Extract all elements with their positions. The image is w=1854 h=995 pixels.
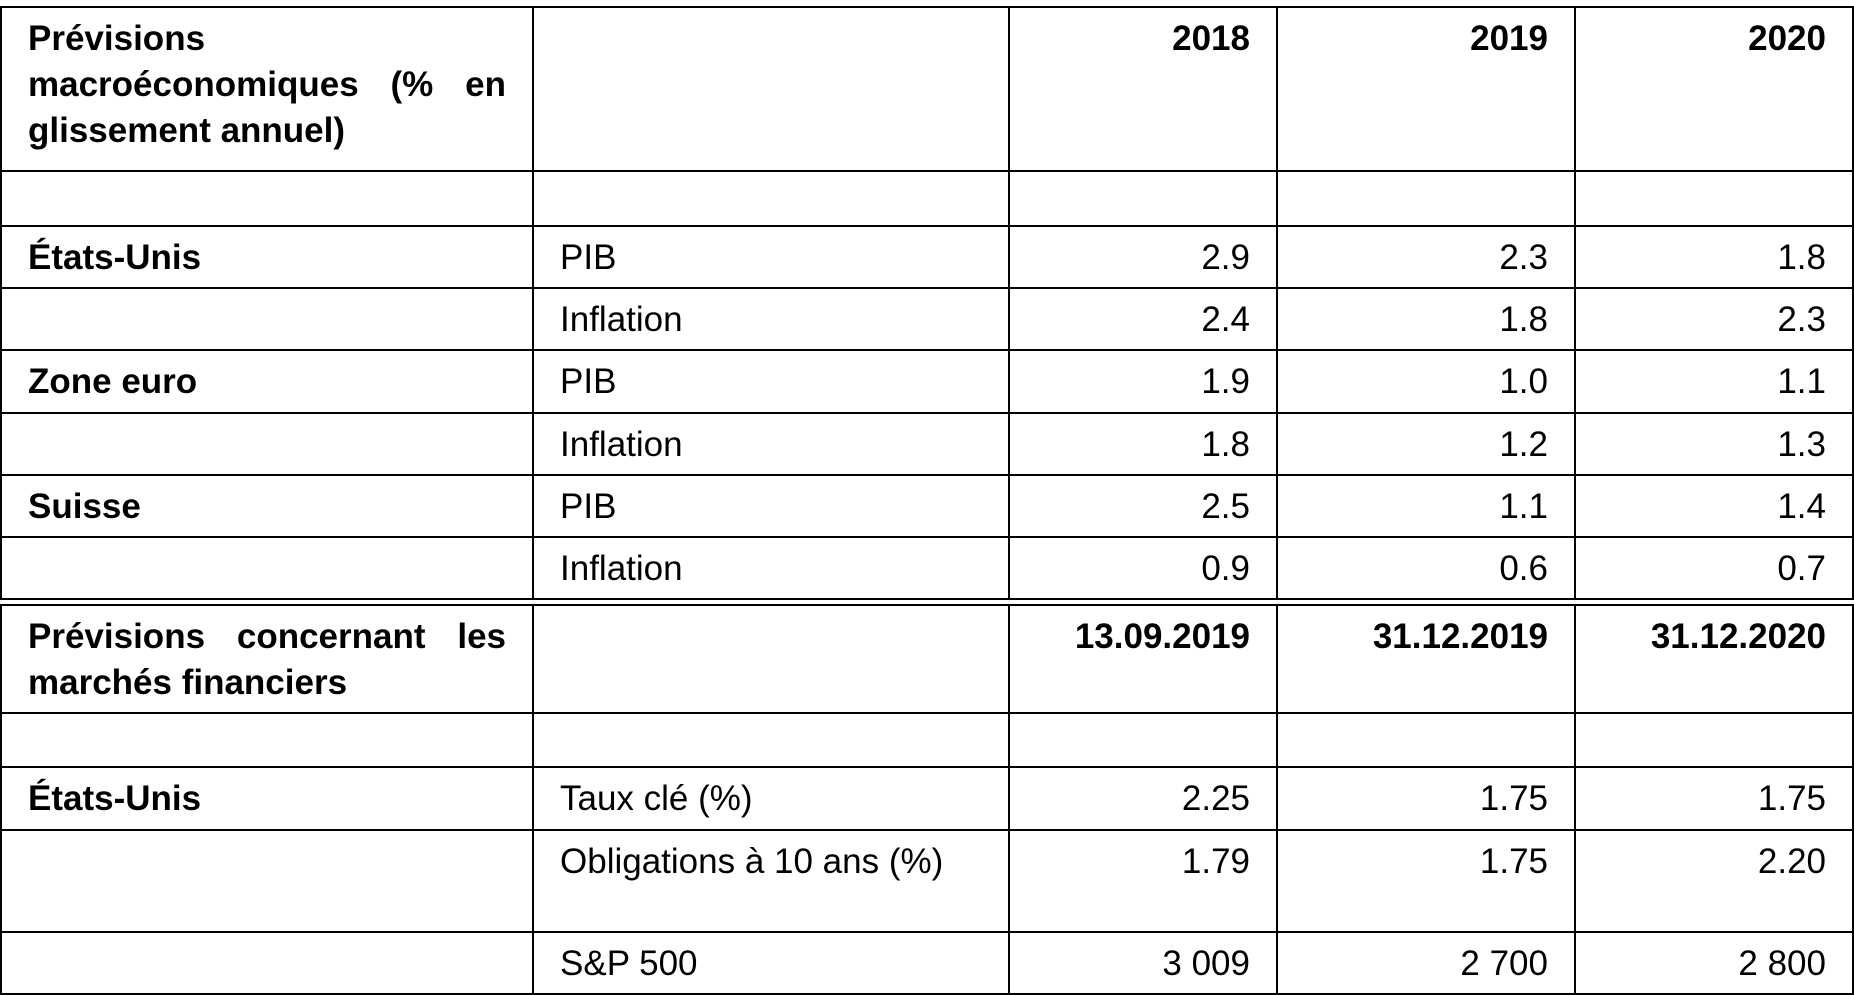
column-header: 2018 (1009, 7, 1277, 171)
value-cell: 2.5 (1009, 475, 1277, 537)
country-label (1, 413, 533, 475)
header-empty-cell (533, 605, 1009, 713)
value-cell: 2 700 (1277, 932, 1575, 994)
column-header: 2019 (1277, 7, 1575, 171)
country-label: États-Unis (1, 226, 533, 288)
table-header-row (1, 605, 1853, 713)
value-cell: 0.7 (1575, 537, 1853, 599)
country-label (1, 288, 533, 350)
value-cell: 1.79 (1009, 830, 1277, 932)
table-header-row (1, 7, 1853, 171)
table-row (1, 350, 1853, 412)
table-row (1, 767, 1853, 829)
metric-label: PIB (533, 475, 1009, 537)
metric-label: Inflation (533, 288, 1009, 350)
spacer-row (1, 713, 1853, 767)
value-cell: 1.2 (1277, 413, 1575, 475)
country-label: États-Unis (1, 767, 533, 829)
value-cell: 2.3 (1277, 226, 1575, 288)
macro-forecast-table (0, 6, 1854, 600)
value-cell: 2.3 (1575, 288, 1853, 350)
table-row (1, 932, 1853, 994)
table-title: Prévisions concernant les marchés financiers (1, 605, 533, 713)
country-label (1, 932, 533, 994)
value-cell: 0.6 (1277, 537, 1575, 599)
table-row (1, 226, 1853, 288)
value-cell: 0.9 (1009, 537, 1277, 599)
value-cell: 1.8 (1277, 288, 1575, 350)
value-cell: 1.4 (1575, 475, 1853, 537)
value-cell: 1.8 (1575, 226, 1853, 288)
table-row (1, 288, 1853, 350)
markets-forecast-table (0, 604, 1854, 995)
spacer-row (1, 171, 1853, 226)
table-row (1, 537, 1853, 599)
column-header: 2020 (1575, 7, 1853, 171)
value-cell: 1.8 (1009, 413, 1277, 475)
header-empty-cell (533, 7, 1009, 171)
table-title: Prévisions macroéconomiques (% en glissement annuel) (1, 7, 533, 171)
value-cell: 1.75 (1277, 767, 1575, 829)
value-cell: 2.9 (1009, 226, 1277, 288)
value-cell: 1.75 (1575, 767, 1853, 829)
value-cell: 2 800 (1575, 932, 1853, 994)
value-cell: 2.20 (1575, 830, 1853, 932)
country-label (1, 537, 533, 599)
table-row (1, 475, 1853, 537)
metric-label: Obligations à 10 ans (%) (533, 830, 1009, 932)
metric-label: S&P 500 (533, 932, 1009, 994)
value-cell: 1.9 (1009, 350, 1277, 412)
value-cell: 1.0 (1277, 350, 1575, 412)
value-cell: 1.1 (1575, 350, 1853, 412)
table-row (1, 413, 1853, 475)
value-cell: 3 009 (1009, 932, 1277, 994)
metric-label: Taux clé (%) (533, 767, 1009, 829)
metric-label: PIB (533, 226, 1009, 288)
value-cell: 1.3 (1575, 413, 1853, 475)
country-label (1, 830, 533, 932)
column-header: 31.12.2019 (1277, 605, 1575, 713)
column-header: 31.12.2020 (1575, 605, 1853, 713)
country-label: Zone euro (1, 350, 533, 412)
value-cell: 1.1 (1277, 475, 1575, 537)
country-label: Suisse (1, 475, 533, 537)
value-cell: 1.75 (1277, 830, 1575, 932)
metric-label: Inflation (533, 413, 1009, 475)
table-row (1, 830, 1853, 932)
metric-label: PIB (533, 350, 1009, 412)
value-cell: 2.25 (1009, 767, 1277, 829)
value-cell: 2.4 (1009, 288, 1277, 350)
metric-label: Inflation (533, 537, 1009, 599)
column-header: 13.09.2019 (1009, 605, 1277, 713)
